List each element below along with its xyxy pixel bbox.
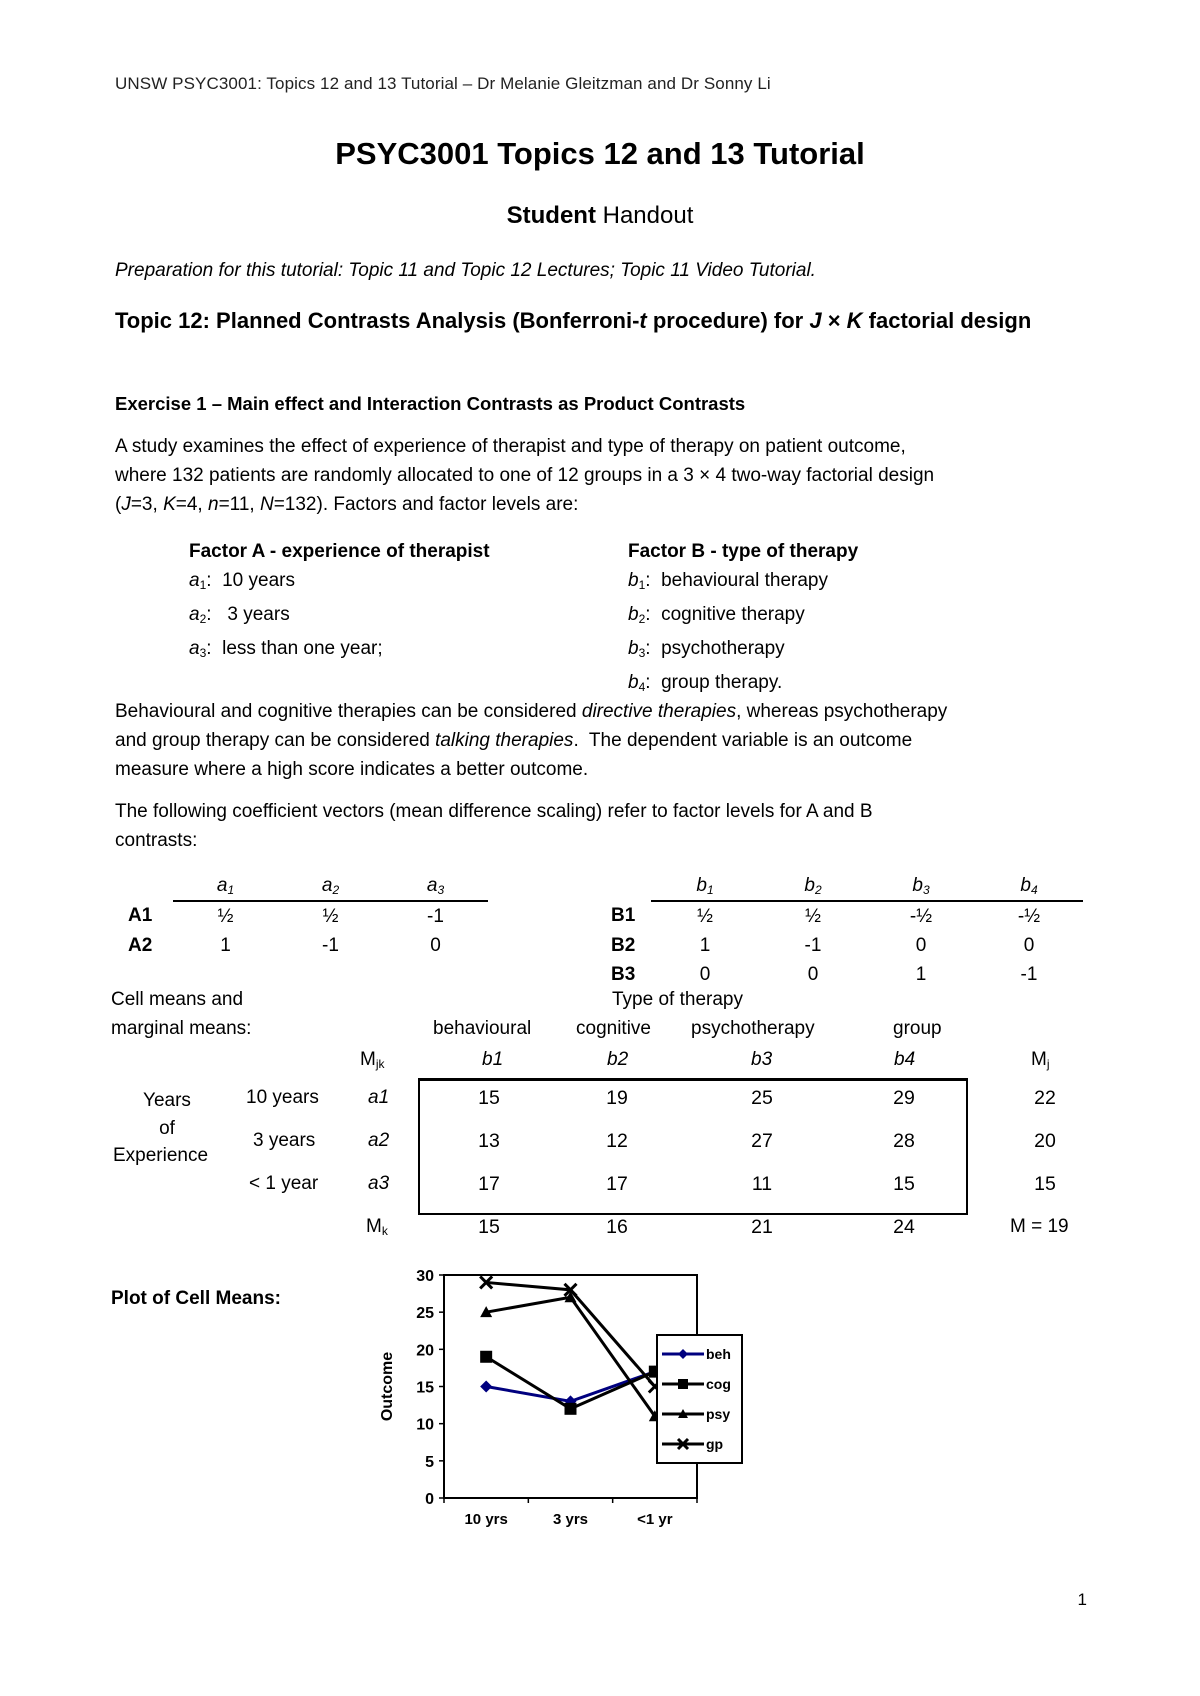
col-header: $b_4$ [975, 871, 1083, 901]
cell-value: 19 [606, 1087, 628, 1109]
param-sym: N [259, 494, 274, 515]
text: Behavioural and cognitive therapies can be considered [115, 701, 582, 722]
corner [611, 871, 651, 901]
topic-text: procedure) for [646, 308, 810, 333]
cell: 0 [430, 934, 441, 956]
factor-a-heading: Factor A - experience of therapist [189, 541, 490, 562]
text: and group therapy can be considered [115, 730, 436, 751]
text: . The dependent variable is an outcome [573, 730, 913, 751]
col-header: $a_2$ [278, 871, 383, 901]
x-tick-label: 10 yrs [464, 1511, 508, 1528]
col-code-b1: b1 [482, 1049, 504, 1070]
factor-b-level [628, 600, 858, 634]
cell-value: 11 [751, 1173, 773, 1195]
table-row [611, 931, 1083, 960]
level-label: : 3 years [206, 604, 290, 625]
row-code: a1 [368, 1087, 390, 1108]
table-row [128, 931, 488, 960]
emphasis: talking therapies [435, 730, 574, 751]
para-line [115, 697, 1095, 726]
cell-means-label-1: Cell means and [111, 989, 244, 1010]
col-header: $b_3$ [867, 871, 975, 901]
corner [128, 871, 173, 901]
para-line: The following coefficient vectors (mean difference scaling) refer to factor levels for A and B [115, 801, 873, 822]
cell: 1 [915, 963, 927, 985]
col-header: $a_1$ [173, 871, 278, 901]
cell: 1 [220, 934, 231, 956]
y-tick-label: 25 [416, 1305, 434, 1323]
factor-b-list [628, 537, 858, 702]
cell-means-label-2: marginal means: [111, 1018, 252, 1039]
col-code-b3: b3 [751, 1049, 773, 1070]
level-sub: 3 [638, 646, 646, 660]
factor-a-list [189, 537, 490, 668]
level-sym: b [628, 570, 639, 591]
document-subtitle [0, 202, 1200, 230]
cell: ½ [217, 905, 234, 927]
level-sym: b [628, 672, 639, 693]
col-header: $b_2$ [759, 871, 867, 901]
param-sym: n [207, 494, 219, 515]
row-name: 10 years [246, 1087, 319, 1108]
y-tick-label: 20 [416, 1342, 434, 1360]
param-val: =3, [130, 494, 164, 515]
level-sym: b [628, 638, 639, 659]
cell-value: 13 [478, 1130, 500, 1152]
intro-line: where 132 patients are randomly allocated to one of 12 groups in a 3 × 4 two-way factorial design [115, 465, 935, 486]
exercise-heading: Exercise 1 – Main effect and Interaction Contrasts as Product Contrasts [115, 393, 746, 414]
row-name: < 1 year [249, 1173, 319, 1194]
table-header-row [611, 871, 1083, 901]
therapies-paragraph [115, 697, 1095, 784]
intro-paragraph [115, 432, 1095, 519]
col-header: $b_1$ [651, 871, 759, 901]
factor-b-level [628, 634, 858, 668]
row-mean: 22 [1034, 1087, 1056, 1109]
col-name-cognitive: cognitive [576, 1018, 651, 1039]
col-mean: 24 [893, 1216, 915, 1238]
topic-k: K [846, 308, 863, 333]
level-sym: a [189, 570, 200, 591]
y-tick-label: 30 [416, 1268, 434, 1285]
level-label: : less than one year; [206, 638, 383, 659]
para-line [115, 726, 1095, 755]
paren: ( [115, 494, 122, 515]
row-mean: 20 [1034, 1130, 1056, 1152]
y-tick-label: 0 [425, 1491, 434, 1508]
factor-a-level [189, 634, 490, 668]
mjk-label: $M_{jk}$ [360, 1049, 385, 1071]
label-line: Years [143, 1090, 191, 1111]
level-label: : psychotherapy [645, 638, 785, 659]
contrasts-a-table [128, 871, 488, 960]
cell-value: 15 [478, 1087, 500, 1109]
mj-label: $M_j$ [1031, 1049, 1050, 1071]
col-name-behavioural: behavioural [433, 1018, 532, 1039]
para-line: measure where a high score indicates a better outcome. [115, 759, 589, 780]
factor-b-heading: Factor B - type of therapy [628, 541, 859, 562]
table-row [128, 901, 488, 931]
row-group-label-3: Experience [113, 1145, 209, 1166]
topic-heading [115, 302, 1075, 340]
cell: ½ [805, 905, 821, 927]
cell: 0 [699, 963, 711, 985]
factor-a-level [189, 600, 490, 634]
cell-value: 15 [893, 1173, 915, 1195]
y-axis-label: Outcome [379, 1351, 396, 1422]
row-mean: 15 [1034, 1173, 1056, 1195]
row-code: a3 [368, 1173, 390, 1194]
topic-text: Topic 12: Planned Contrasts Analysis (Bonferroni- [115, 308, 640, 333]
subtitle-bold: Student [506, 202, 596, 229]
factor-b-title: Type of therapy [612, 989, 743, 1010]
legend-label: beh [706, 1346, 731, 1362]
cell: -½ [1017, 905, 1041, 927]
plot-label: Plot of Cell Means: [111, 1288, 281, 1309]
cell: -½ [909, 905, 933, 927]
level-sub: 1 [638, 578, 646, 592]
factor-b-level [628, 566, 858, 600]
x-tick-label: <1 yr [637, 1511, 673, 1528]
cell: ½ [322, 905, 339, 927]
coef-intro [115, 797, 1095, 855]
cell: -1 [427, 905, 444, 927]
cell-value: 25 [751, 1087, 773, 1109]
cell: 0 [807, 963, 819, 985]
row-label: B2 [611, 934, 636, 956]
param-val: =132) [273, 494, 323, 515]
emphasis: directive therapies [581, 701, 737, 722]
level-label: : behavioural therapy [645, 570, 828, 591]
cell-means-chart [360, 1255, 780, 1535]
col-code-b2: b2 [607, 1049, 629, 1070]
level-sub: 2 [638, 612, 646, 626]
param-val: =4, [175, 494, 208, 515]
cell-value: 12 [606, 1130, 628, 1152]
param-sym: J [121, 494, 131, 515]
level-sub: 3 [199, 646, 207, 660]
row-code: a2 [368, 1130, 390, 1151]
level-sub: 2 [199, 612, 207, 626]
cell: -1 [804, 934, 822, 956]
table-header-row [128, 871, 488, 901]
intro-line [115, 490, 1095, 519]
mk-label: $M_k$ [366, 1216, 388, 1238]
para-line: contrasts: [115, 830, 198, 851]
page-number: 1 [1077, 1590, 1087, 1609]
legend-label: cog [706, 1376, 731, 1392]
topic-j: J [809, 308, 822, 333]
cell-value: 17 [478, 1173, 500, 1195]
y-tick-label: 10 [416, 1416, 434, 1434]
table-row [611, 901, 1083, 931]
param-val: =11, [218, 494, 260, 515]
factor-a-level [189, 566, 490, 600]
y-tick-label: 15 [416, 1379, 434, 1397]
cell-value: 17 [606, 1173, 628, 1195]
level-label: : group therapy. [645, 672, 783, 693]
level-sym: a [189, 638, 200, 659]
row-label: A1 [128, 905, 153, 926]
preparation-note: Preparation for this tutorial: Topic 11 and Topic 12 Lectures; Topic 11 Video Tutorial. [115, 260, 816, 281]
y-tick-label: 5 [425, 1453, 434, 1471]
col-header: $a_3$ [383, 871, 488, 901]
legend-label: gp [706, 1436, 724, 1452]
grand-mean: M = 19 [1010, 1216, 1069, 1237]
col-mean: 15 [478, 1216, 500, 1238]
label-line: of [159, 1118, 175, 1139]
contrasts-b-table [611, 871, 1083, 989]
row-group-label [137, 1087, 197, 1143]
level-sub: 1 [199, 578, 207, 592]
col-name-psychotherapy: psychotherapy [691, 1018, 815, 1039]
row-label: B1 [611, 905, 636, 926]
x-tick-label: 3 yrs [552, 1511, 589, 1528]
cell: 0 [1023, 934, 1035, 956]
level-label: : 10 years [206, 570, 295, 591]
cell: ½ [697, 905, 713, 927]
chart-legend [657, 1335, 742, 1463]
text: , whereas psychotherapy [736, 701, 948, 722]
intro-tail: . Factors and factor levels are: [322, 494, 579, 515]
document-title: PSYC3001 Topics 12 and 13 Tutorial [335, 136, 865, 171]
cell: 1 [699, 934, 711, 956]
param-sym: K [163, 494, 176, 515]
running-header: UNSW PSYC3001: Topics 12 and 13 Tutorial – Dr Melanie Gleitzman and Dr Sonny Li [115, 74, 771, 93]
row-label: A2 [128, 934, 153, 956]
row-label: B3 [611, 963, 636, 985]
cell-value: 27 [751, 1130, 773, 1152]
cell: 0 [915, 934, 927, 956]
topic-text: factorial design [862, 308, 1032, 333]
cell: -1 [322, 934, 339, 956]
cell-value: 28 [893, 1130, 915, 1152]
col-mean: 16 [606, 1216, 628, 1238]
table-row [611, 960, 1083, 989]
col-code-b4: b4 [894, 1049, 916, 1070]
level-label: : cognitive therapy [645, 604, 805, 625]
topic-t: t [639, 308, 647, 333]
level-sub: 4 [638, 680, 646, 694]
col-name-group: group [893, 1018, 942, 1039]
level-sym: a [189, 604, 200, 625]
legend-label: psy [706, 1406, 731, 1422]
topic-times: × [821, 308, 847, 333]
cell: -1 [1020, 963, 1038, 985]
cell-value: 29 [893, 1087, 915, 1109]
level-sym: b [628, 604, 639, 625]
row-name: 3 years [253, 1130, 316, 1151]
subtitle-normal: Handout [595, 202, 694, 229]
col-mean: 21 [751, 1216, 773, 1238]
intro-line: A study examines the effect of experience of therapist and type of therapy on patient outcome, [115, 436, 906, 457]
